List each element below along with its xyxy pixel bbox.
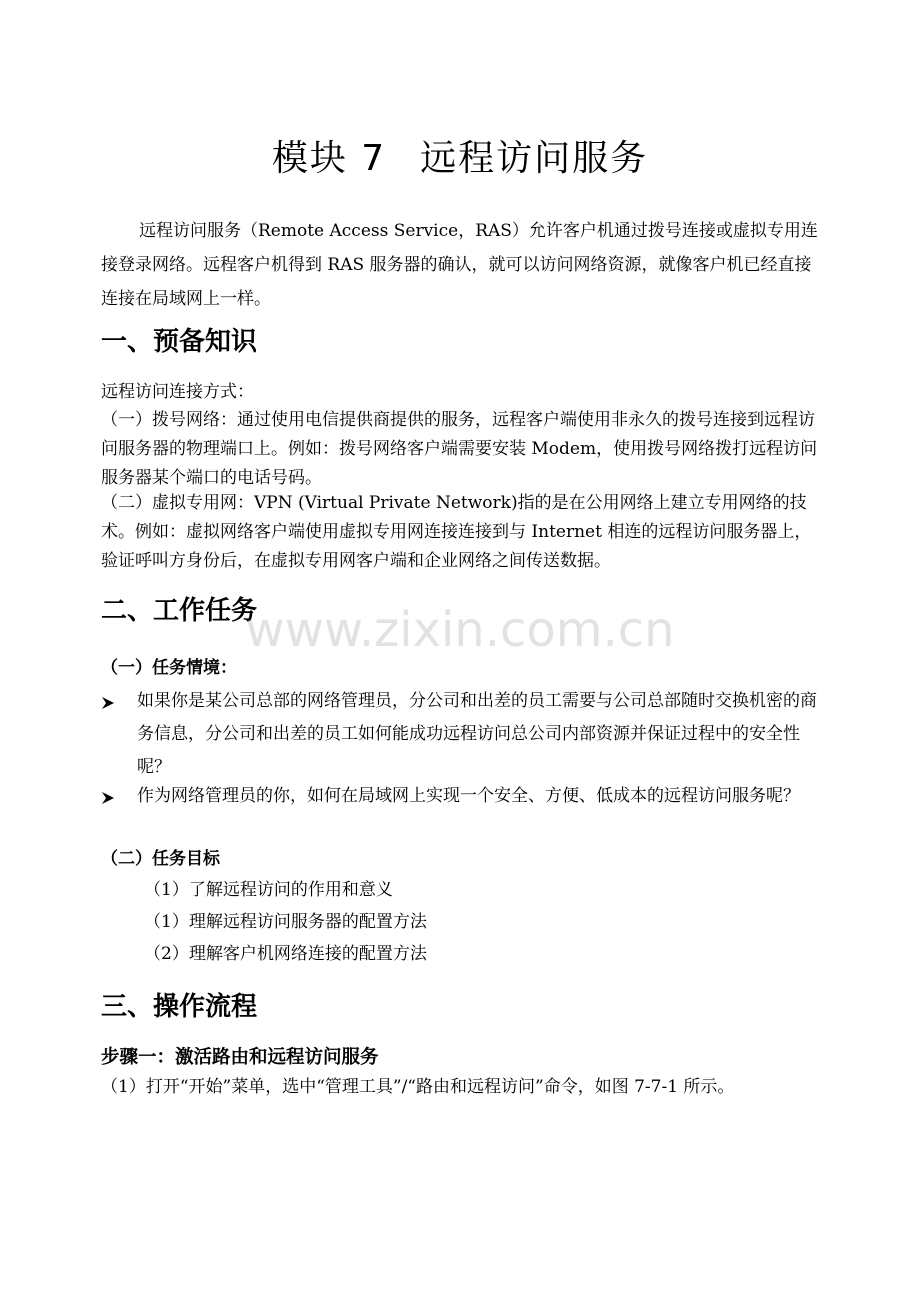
page-title [0,136,920,182]
task-goal-heading: （二）任务目标 [101,849,220,869]
step1-heading: 步骤一：激活路由和远程访问服务 [101,1047,379,1068]
arrow-bullet-icon [101,780,121,813]
step1-text: （1）打开“开始”菜单，选中“管理工具”/“路由和远程访问”命令，如图 7-7-1 所示。 [101,1077,735,1097]
scenario-bullet-text: 作为网络管理员的你，如何在局域网上实现一个安全、方便、低成本的远程访问服务呢？ [137,786,800,806]
scenario-bullet-text: 如果你是某公司总部的网络管理员，分公司和出差的员工需要与公司总部随时交换机密的商务信息，分公司和出差的员工如何能成功远程访问总公司内部资源并保证过程中的安全性呢？ [137,691,817,777]
section2-heading: 二、工作任务 [101,596,258,626]
section1-item-vpn: （二）虚拟专用网：VPN (Virtual Private Network)指的是在公用网络上建立专用网络的技术。例如：虚拟网络客户端使用虚拟专用网连接连接到与 Internet 相连的远程访问服务器上，验证呼叫方身份后，在虚拟专用网客户端和企业网络之间传送数据。 [101,493,812,571]
goal-item: （2）理解客户机网络连接的配置方法 [144,944,427,964]
scenario-bullet [101,685,821,784]
title-main: 远程访问服务 [420,138,649,179]
watermark: www.zixin.com.cn [245,602,675,658]
intro-paragraph: 远程访问服务（Remote Access Service，RAS）允许客户机通过拨号连接或虚拟专用连接登录网络。远程客户机得到 RAS 服务器的确认，就可以访问网络资源，就像客户机已经直接连接在局域网上一样。 [101,221,818,309]
section3-heading: 三、操作流程 [101,992,258,1022]
arrow-bullet-icon [101,685,121,718]
section1-heading: 一、预备知识 [101,327,258,357]
title-prefix: 模块 7 [271,138,387,179]
goal-item: （1）了解远程访问的作用和意义 [144,880,393,900]
task-scenario-heading: （一）任务情境： [101,658,237,678]
scenario-bullet [101,780,821,813]
goal-item: （1）理解远程访问服务器的配置方法 [144,912,427,932]
section1-item-dialup: （一）拨号网络：通过使用电信提供商提供的服务，远程客户端使用非永久的拨号连接到远程访问服务器的物理端口上。例如：拨号网络客户端需要安装 Modem，使用拨号网络拨打远程访问服务器某个端口的电话号码。 [101,410,818,488]
section1-lead: 远程访问连接方式： [101,382,254,402]
